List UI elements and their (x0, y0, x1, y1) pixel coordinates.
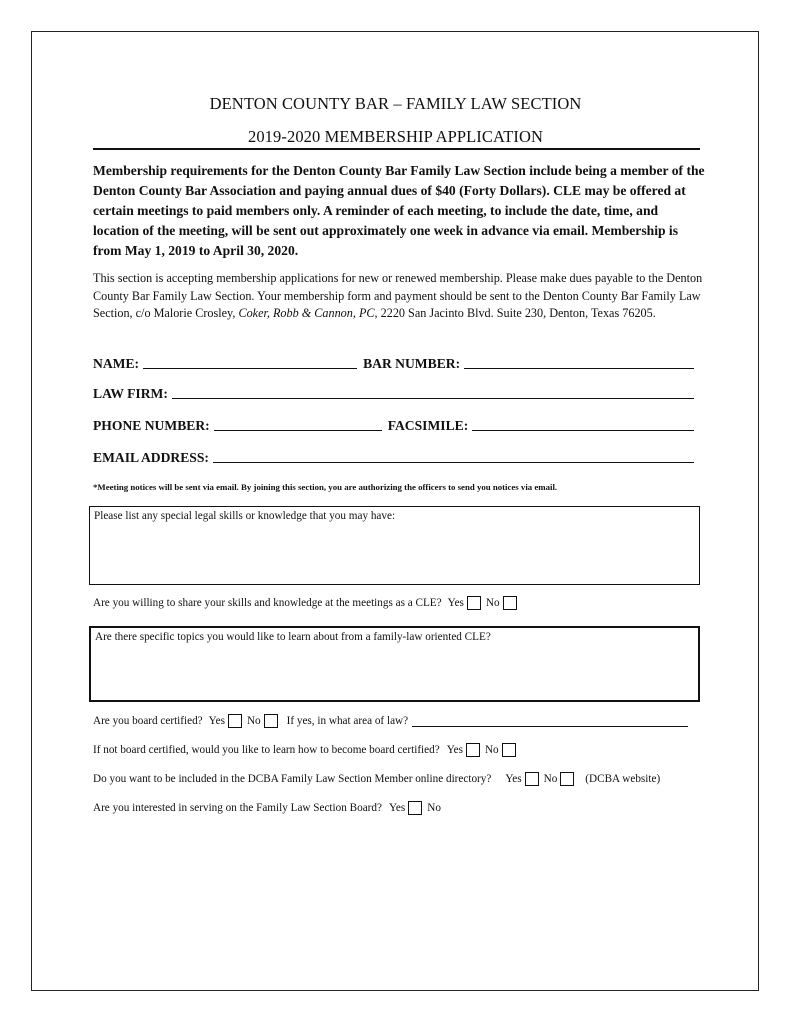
board-certified-label: Are you board certified? (93, 715, 203, 727)
law-firm-field[interactable] (172, 397, 694, 399)
form-subtitle: 2019-2020 MEMBERSHIP APPLICATION (247, 127, 544, 146)
share-skills-label: Are you willing to share your skills and knowledge at the meetings as a CLE? (93, 597, 442, 609)
directory-label: Do you want to be included in the DCBA Family Law Section Member online directory? (93, 773, 492, 785)
directory-no-checkbox[interactable] (560, 772, 574, 786)
instructions-address: , 2220 San Jacinto Blvd. Suite 230, Denton, Texas 76205. (374, 306, 656, 320)
law-firm-row (93, 380, 698, 402)
board-certified-yes-label: Yes (208, 715, 225, 727)
board-area-label: If yes, in what area of law? (286, 715, 409, 727)
board-certified-yes-checkbox[interactable] (228, 714, 242, 728)
email-field[interactable] (213, 461, 694, 463)
serve-board-yes-label: Yes (388, 802, 406, 814)
share-skills-no-label: No (485, 597, 500, 609)
directory-question (93, 772, 660, 786)
board-certified-question (93, 714, 688, 728)
membership-requirements: Membership requirements for the Denton County Bar Family Law Section include being a member of the Denton County Bar Association and paying annual dues of $40 (Forty Dollars). CLE may be offered at certain meetings to paid members only. A reminder of each meeting, to include the date, time, and location of the meeting, will be sent out approximately one week in advance via email. Membership is from May 1, 2019 to April 30, 2020. (93, 163, 705, 258)
name-row (93, 350, 698, 372)
phone-field[interactable] (214, 429, 382, 431)
email-notice: *Meeting notices will be sent via email. By joining this section, you are authorizing the officers to send you notices via email. (93, 482, 558, 492)
firm-name: Coker, Robb & Cannon, PC (238, 306, 375, 320)
instructions-text: This section is accepting membership applications for new or renewed membership. Please make dues payable to the Denton County Bar Family Law Section. Your membership form and payment should be sent to the Denton County Bar Family Law Section, c/o Malorie Crosley, (93, 271, 703, 320)
topics-box[interactable] (89, 626, 700, 702)
share-skills-yes-checkbox[interactable] (467, 596, 481, 610)
skills-box-label: Please list any special legal skills or knowledge that you may have: (94, 510, 396, 522)
learn-certified-yes-checkbox[interactable] (466, 743, 480, 757)
learn-certified-no-checkbox[interactable] (502, 743, 516, 757)
form-title: DENTON COUNTY BAR – FAMILY LAW SECTION (209, 94, 582, 113)
serve-board-label: Are you interested in serving on the Family Law Section Board? (93, 802, 382, 814)
share-skills-question (93, 596, 522, 610)
board-area-field[interactable] (412, 716, 688, 727)
board-certified-no-checkbox[interactable] (264, 714, 278, 728)
learn-certified-yes-label: Yes (446, 744, 463, 756)
share-skills-no-checkbox[interactable] (503, 596, 517, 610)
serve-board-yes-checkbox[interactable] (408, 801, 422, 815)
facsimile-field[interactable] (472, 429, 694, 431)
directory-yes-label: Yes (505, 773, 522, 785)
email-row (93, 444, 698, 466)
phone-row (93, 412, 698, 434)
bar-number-field[interactable] (464, 367, 694, 369)
name-label: NAME: (93, 356, 140, 371)
directory-note: (DCBA website) (585, 773, 661, 785)
bar-number-label: BAR NUMBER: (363, 356, 461, 371)
board-certified-no-label: No (246, 715, 261, 727)
serve-board-no-label: No (427, 802, 441, 814)
law-firm-label: LAW FIRM: (93, 386, 168, 401)
facsimile-label: FACSIMILE: (387, 418, 469, 433)
phone-label: PHONE NUMBER: (93, 418, 210, 433)
learn-certified-question (93, 743, 521, 757)
learn-certified-label: If not board certified, would you like to learn how to become board certified? (93, 744, 440, 756)
email-label: EMAIL ADDRESS: (93, 450, 209, 465)
application-instructions (93, 270, 705, 323)
learn-certified-no-label: No (484, 744, 499, 756)
topics-box-label: Are there specific topics you would like to learn about from a family-law oriented CLE? (95, 631, 491, 643)
title-rule (93, 148, 700, 150)
skills-box[interactable] (89, 506, 700, 585)
name-field[interactable] (143, 367, 357, 369)
share-skills-yes-label: Yes (447, 597, 464, 609)
directory-yes-checkbox[interactable] (525, 772, 539, 786)
directory-no-label: No (543, 773, 558, 785)
serve-board-question (93, 801, 441, 815)
